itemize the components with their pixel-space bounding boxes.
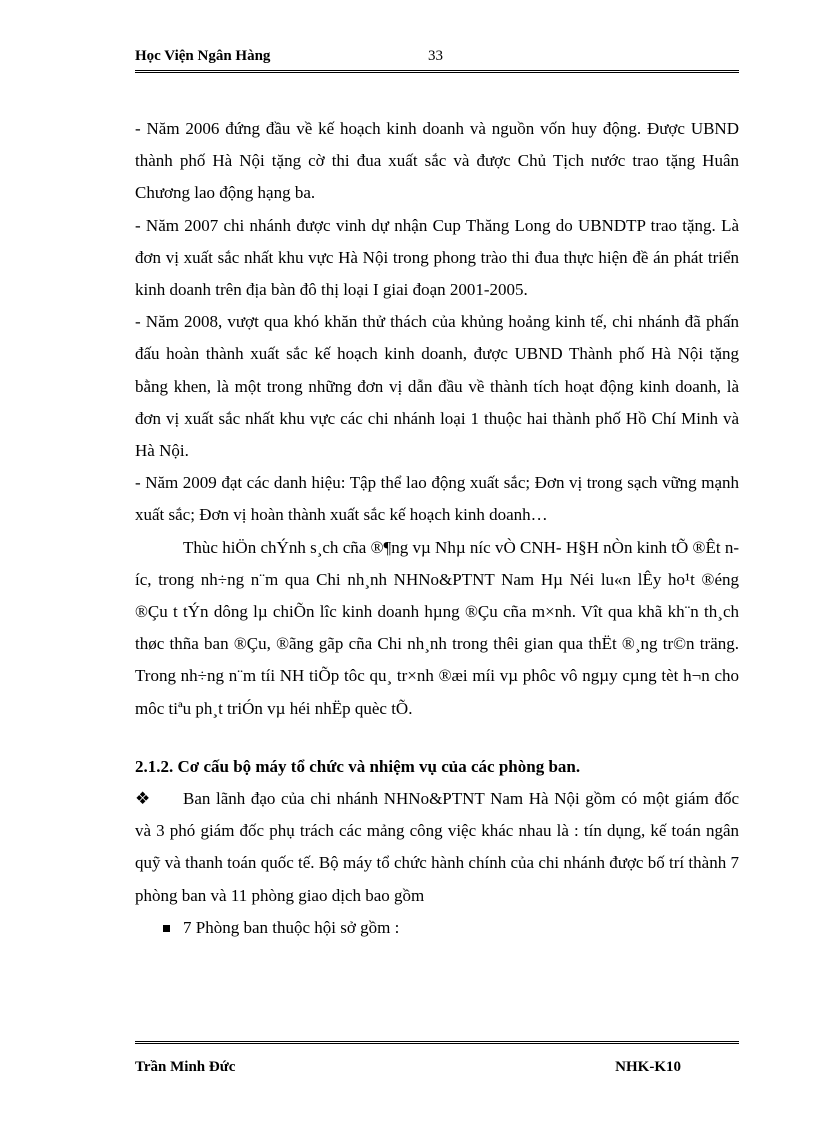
list-item [135,912,739,944]
school-name: Học Viện Ngân Hàng [135,48,271,64]
page-number: 33 [428,48,443,64]
page-footer [135,1059,739,1079]
document-code: NHK-K10 [615,1059,681,1075]
list-item-text: 7 Phòng ban thuộc hội sở gồm : [183,917,400,937]
header-divider [135,70,739,73]
paragraph-2007: - Năm 2007 chi nhánh được vinh dự nhận Cup Thăng Long do UBNDTP trao tặng. Là đơn vị xuất sắc nhất khu vực Hà Nội trong phong trào thi đua thực hiện đề án phát triển kinh doanh trên địa bàn đô thị loại I giai đoạn 2001-2005. [135,215,739,300]
section-paragraph-text: Ban lãnh đạo của chi nhánh NHNo&PTNT Nam Hà Nội gồm có một giám đốc và 3 phó giám đốc phụ trách các mảng công việc khác nhau là : tín dụng, kế toán ngân quỹ và thanh toán quốc tế. Bộ máy tổ chức hành chính của chi nhánh được bố trí thành 7 phòng ban và 11 phòng giao dịch bao gồm [135,789,739,905]
diamond-bullet-icon: ❖ [135,789,151,809]
footer-divider [135,1041,739,1044]
paragraph-2009: - Năm 2009 đạt các danh hiệu: Tập thể lao động xuất sắc; Đơn vị trong sạch vững mạnh xuất sắc; Đơn vị hoàn thành xuất sắc kế hoạch kinh doanh… [135,473,739,525]
paragraph-2006: - Năm 2006 đứng đầu về kế hoạch kinh doanh và nguồn vốn huy động. Được UBND thành phố Hà Nội tặng cờ thi đua xuất sắc và được Chủ Tịch nước trao tặng Huân Chương lao động hạng ba. [135,119,739,203]
paragraph-policy-legacy-encoding: Thùc hiÖn chÝnh s¸ch cña ®¶ng vµ Nhµ níc vÒ CNH- H§H nÒn kinh tÕ ®Êt níc, trong nh÷ng n¨m qua Chi nh¸nh NHNo&PTNT Nam Hµ Néi lu«n lÊy ho¹t ®éng ®Çu t tÝn dông lµ chiÕn lîc kinh doanh hµng ®Çu cña m×nh. Vît qua khã kh¨n th¸ch thøc thña ban ®Çu, ®ãng gãp cña Chi nh¸nh trong thêi gian qua thËt ®¸ng tr©n träng. Trong nh÷ng n¨m tíi NH tiÕp tôc qu¸ tr×nh ®æi míi vµ phôc vô ngµy cµng tèt h¬n cho môc tiªu ph¸t triÓn vµ héi nhËp quèc tÕ. [135,537,739,718]
section-paragraph [135,783,739,912]
section-heading: 2.1.2. Cơ cấu bộ máy tổ chức và nhiệm vụ của các phòng ban. [135,756,581,776]
page-header [135,48,739,68]
page-body [135,113,739,944]
paragraph-2008: - Năm 2008, vượt qua khó khăn thử thách của khủng hoảng kinh tế, chi nhánh đã phấn đấu hoàn thành xuất sắc kế hoạch kinh doanh, được UBND Thành phố Hà Nội tặng bằng khen, là một trong những đơn vị dẫn đầu về thành tích hoạt động kinh doanh, là đơn vị xuất sắc nhất khu vực các chi nhánh loại 1 thuộc hai thành phố Hồ Chí Minh và Hà Nội. [135,312,739,461]
author-name: Trần Minh Đức [135,1059,236,1075]
square-bullet-icon [163,925,170,932]
